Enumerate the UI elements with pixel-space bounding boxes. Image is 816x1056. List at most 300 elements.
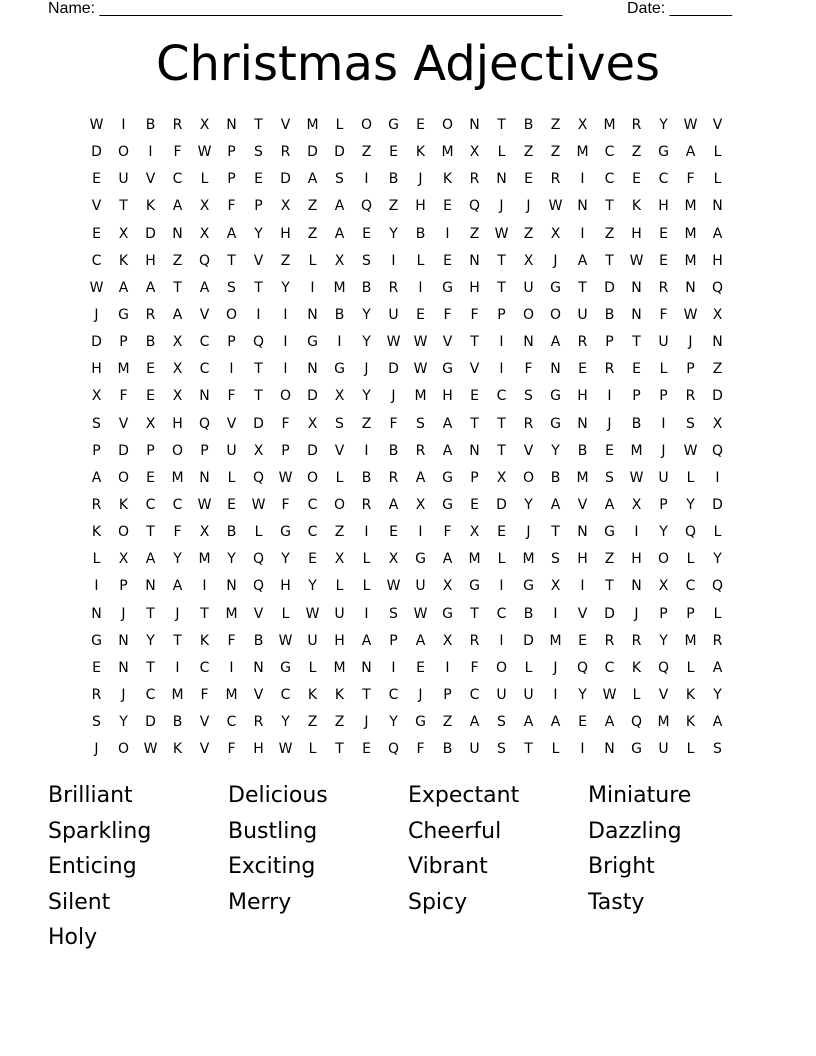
grid-letter: E: [146, 469, 155, 486]
grid-letter: Z: [280, 252, 291, 269]
grid-letter: T: [497, 117, 506, 133]
grid-letter: T: [551, 524, 560, 541]
grid-letter: R: [685, 388, 696, 405]
grid-letter: G: [631, 741, 642, 758]
grid-letter: B: [145, 334, 156, 351]
grid-letter: A: [172, 578, 183, 595]
grid-letter: T: [497, 415, 506, 432]
grid-letter: X: [199, 225, 210, 242]
grid-letter: Y: [659, 117, 668, 133]
grid-letter: Q: [468, 198, 481, 215]
grid-letter: J: [553, 252, 558, 269]
grid-letter: S: [92, 714, 101, 731]
grid-letter: D: [712, 496, 723, 513]
grid-letter: B: [334, 306, 345, 323]
grid-letter: D: [118, 442, 129, 459]
grid-letter: G: [307, 334, 318, 351]
grid-letter: A: [334, 198, 345, 215]
grid-letter: A: [172, 198, 183, 215]
grid-letter: X: [172, 388, 183, 405]
grid-letter: N: [550, 361, 561, 378]
grid-letter: L: [686, 741, 695, 758]
grid-letter: V: [442, 334, 453, 351]
grid-letter: L: [686, 551, 695, 568]
grid-letter: K: [685, 686, 696, 703]
grid-letter: E: [578, 632, 587, 649]
grid-letter: I: [364, 524, 369, 541]
grid-letter: A: [415, 469, 426, 486]
grid-letter: T: [200, 605, 209, 622]
grid-letter: F: [389, 415, 398, 432]
grid-letter: N: [631, 578, 642, 595]
grid-letter: U: [388, 306, 399, 323]
grid-letter: K: [415, 144, 426, 161]
grid-letter: J: [121, 605, 126, 622]
grid-letter: U: [658, 334, 669, 351]
word-list: [48, 778, 768, 956]
grid-letter: D: [604, 605, 615, 622]
grid-letter: E: [632, 361, 641, 378]
grid-letter: F: [443, 524, 452, 541]
grid-letter: L: [497, 551, 506, 568]
grid-letter: E: [659, 225, 668, 242]
grid-letter: T: [578, 279, 587, 296]
grid-letter: E: [254, 171, 263, 188]
grid-letter: Y: [254, 225, 263, 242]
grid-letter: B: [361, 279, 372, 296]
grid-letter: A: [199, 279, 210, 296]
grid-letter: V: [577, 605, 588, 622]
grid-letter: Y: [281, 714, 290, 731]
grid-letter: Y: [578, 686, 587, 703]
grid-letter: O: [495, 659, 508, 676]
grid-letter: U: [523, 279, 534, 296]
grid-letter: J: [121, 686, 126, 703]
grid-letter: P: [119, 334, 128, 351]
grid-letter: C: [685, 578, 696, 595]
grid-letter: M: [684, 252, 697, 269]
grid-letter: B: [550, 469, 561, 486]
grid-letter: X: [442, 578, 453, 595]
grid-letter: A: [577, 252, 588, 269]
grid-letter: I: [418, 524, 423, 541]
grid-letter: Z: [307, 714, 318, 731]
grid-letter: G: [469, 578, 480, 595]
grid-letter: G: [523, 578, 534, 595]
grid-letter: B: [388, 171, 399, 188]
grid-letter: E: [92, 171, 101, 188]
grid-letter: A: [118, 279, 129, 296]
grid-letter: L: [281, 605, 290, 622]
grid-letter: E: [227, 496, 236, 513]
grid-letter: D: [388, 361, 399, 378]
grid-letter: K: [334, 686, 345, 703]
grid-letter: S: [389, 605, 398, 622]
grid-letter: O: [306, 469, 319, 486]
grid-letter: E: [578, 361, 587, 378]
grid-letter: A: [334, 225, 345, 242]
grid-letter: P: [146, 442, 155, 459]
grid-letter: M: [522, 551, 535, 568]
grid-letter: I: [499, 578, 504, 595]
grid-letter: C: [604, 144, 615, 161]
grid-letter: V: [199, 306, 210, 323]
grid-letter: J: [499, 198, 504, 215]
grid-letter: C: [280, 686, 291, 703]
grid-letter: F: [227, 388, 236, 405]
grid-letter: D: [253, 415, 264, 432]
grid-letter: R: [91, 496, 102, 513]
grid-letter: N: [631, 306, 642, 323]
grid-letter: I: [229, 361, 234, 378]
grid-letter: T: [119, 198, 128, 215]
grid-letter: M: [414, 388, 427, 405]
grid-letter: A: [226, 225, 237, 242]
grid-letter: A: [145, 279, 156, 296]
grid-letter: Q: [657, 659, 670, 676]
grid-letter: X: [415, 496, 426, 513]
grid-letter: M: [171, 469, 184, 486]
grid-letter: Y: [119, 714, 128, 731]
grid-letter: F: [416, 741, 425, 758]
grid-letter: Z: [550, 144, 561, 161]
grid-letter: G: [334, 361, 345, 378]
grid-letter: D: [712, 388, 723, 405]
grid-letter: F: [686, 171, 695, 188]
grid-letter: X: [118, 551, 129, 568]
grid-letter: Q: [252, 334, 265, 351]
grid-letter: D: [523, 632, 534, 649]
grid-letter: D: [91, 334, 102, 351]
grid-letter: E: [416, 659, 425, 676]
grid-letter: S: [605, 469, 614, 486]
grid-letter: W: [494, 225, 509, 242]
grid-letter: P: [92, 442, 101, 459]
grid-letter: K: [685, 714, 696, 731]
grid-letter: T: [227, 252, 236, 269]
grid-letter: M: [225, 686, 238, 703]
grid-letter: N: [199, 388, 210, 405]
grid-letter: U: [658, 469, 669, 486]
grid-letter: I: [580, 171, 585, 188]
grid-letter: G: [118, 306, 129, 323]
grid-letter: P: [659, 605, 668, 622]
word-list-item: Spicy: [408, 889, 468, 915]
grid-letter: Z: [712, 361, 723, 378]
grid-letter: X: [118, 225, 129, 242]
grid-letter: N: [604, 741, 615, 758]
grid-letter: T: [470, 605, 479, 622]
grid-letter: H: [280, 578, 291, 595]
grid-letter: U: [415, 578, 426, 595]
grid-letter: P: [200, 442, 209, 459]
grid-letter: I: [283, 334, 288, 351]
grid-letter: A: [145, 551, 156, 568]
grid-letter: X: [172, 334, 183, 351]
grid-letter: N: [469, 442, 480, 459]
grid-letter: H: [442, 388, 453, 405]
grid-letter: X: [523, 252, 534, 269]
word-list-item: Silent: [48, 889, 111, 915]
grid-letter: W: [683, 117, 698, 133]
grid-letter: M: [576, 469, 589, 486]
grid-letter: Q: [360, 198, 373, 215]
grid-letter: Y: [308, 578, 317, 595]
grid-letter: I: [364, 171, 369, 188]
grid-letter: E: [92, 659, 101, 676]
grid-letter: G: [658, 144, 669, 161]
grid-letter: X: [496, 469, 507, 486]
grid-letter: M: [684, 198, 697, 215]
grid-letter: H: [91, 361, 102, 378]
word-list-item: Tasty: [588, 889, 645, 915]
grid-letter: E: [497, 524, 506, 541]
grid-letter: R: [604, 361, 615, 378]
grid-letter: O: [657, 551, 670, 568]
grid-letter: I: [94, 578, 99, 595]
grid-letter: J: [418, 686, 423, 703]
grid-letter: L: [335, 117, 344, 133]
grid-letter: F: [119, 388, 128, 405]
grid-letter: I: [499, 334, 504, 351]
grid-letter: W: [602, 686, 617, 703]
grid-letter: C: [91, 252, 102, 269]
grid-letter: N: [199, 469, 210, 486]
grid-letter: N: [685, 279, 696, 296]
grid-letter: W: [629, 469, 644, 486]
grid-letter: Y: [281, 551, 290, 568]
grid-letter: G: [442, 279, 453, 296]
grid-letter: L: [254, 524, 263, 541]
grid-letter: X: [631, 496, 642, 513]
grid-letter: V: [253, 686, 264, 703]
grid-letter: W: [278, 469, 293, 486]
grid-letter: Y: [659, 524, 668, 541]
grid-letter: J: [418, 171, 423, 188]
grid-letter: L: [632, 686, 641, 703]
grid-letter: R: [604, 632, 615, 649]
grid-letter: I: [202, 578, 207, 595]
grid-letter: L: [416, 252, 425, 269]
grid-letter: Z: [307, 225, 318, 242]
grid-letter: I: [121, 117, 126, 133]
grid-letter: N: [226, 117, 237, 133]
grid-letter: A: [604, 714, 615, 731]
grid-letter: M: [576, 144, 589, 161]
grid-letter: A: [469, 714, 480, 731]
grid-letter: Y: [713, 551, 722, 568]
grid-letter: H: [631, 551, 642, 568]
grid-letter: W: [683, 306, 698, 323]
grid-letter: I: [391, 659, 396, 676]
grid-letter: Q: [630, 714, 643, 731]
grid-letter: R: [388, 279, 399, 296]
grid-letter: E: [146, 388, 155, 405]
grid-letter: X: [469, 144, 480, 161]
grid-letter: P: [227, 171, 236, 188]
grid-letter: N: [631, 279, 642, 296]
grid-letter: T: [254, 117, 263, 133]
grid-letter: O: [522, 469, 535, 486]
grid-letter: S: [686, 415, 695, 432]
grid-letter: U: [523, 686, 534, 703]
grid-letter: K: [118, 252, 129, 269]
grid-letter: I: [229, 659, 234, 676]
grid-letter: W: [386, 334, 401, 351]
word-list-item: Delicious: [228, 783, 328, 808]
grid-letter: O: [522, 306, 535, 323]
grid-letter: P: [497, 306, 506, 323]
word-list-item: Holy: [48, 925, 98, 951]
grid-letter: N: [307, 361, 318, 378]
grid-letter: C: [145, 686, 156, 703]
grid-letter: D: [145, 225, 156, 242]
grid-letter: I: [310, 279, 315, 296]
grid-letter: X: [199, 524, 210, 541]
grid-letter: R: [469, 171, 480, 188]
grid-letter: F: [281, 415, 290, 432]
grid-letter: Y: [524, 496, 533, 513]
grid-letter: A: [523, 714, 534, 731]
grid-letter: S: [416, 415, 425, 432]
grid-letter: T: [146, 605, 155, 622]
grid-letter: K: [631, 198, 642, 215]
grid-letter: R: [631, 117, 642, 133]
word-list-item: Expectant: [408, 783, 520, 808]
grid-letter: C: [604, 171, 615, 188]
grid-letter: X: [550, 225, 561, 242]
word-list-item: Vibrant: [408, 854, 488, 880]
grid-letter: T: [497, 442, 506, 459]
grid-letter: V: [199, 714, 210, 731]
grid-letter: I: [148, 144, 153, 161]
grid-letter: G: [415, 551, 426, 568]
grid-letter: H: [334, 632, 345, 649]
grid-letter: M: [225, 605, 238, 622]
grid-letter: O: [117, 469, 130, 486]
grid-letter: Q: [684, 524, 697, 541]
grid-letter: J: [391, 388, 396, 405]
grid-letter: T: [524, 741, 533, 758]
grid-letter: K: [118, 496, 129, 513]
grid-letter: A: [712, 225, 723, 242]
word-list-item: Dazzling: [588, 818, 682, 844]
grid-letter: M: [441, 144, 454, 161]
grid-letter: I: [553, 686, 558, 703]
grid-letter: L: [713, 524, 722, 541]
grid-letter: X: [577, 117, 588, 133]
grid-letter: T: [362, 686, 371, 703]
grid-letter: E: [146, 361, 155, 378]
grid-letter: R: [577, 334, 588, 351]
grid-letter: A: [307, 171, 318, 188]
grid-letter: W: [413, 361, 428, 378]
grid-letter: L: [686, 469, 695, 486]
grid-letter: I: [283, 306, 288, 323]
grid-letter: U: [226, 442, 237, 459]
grid-letter: N: [469, 117, 480, 133]
grid-letter: M: [657, 714, 670, 731]
grid-letter: S: [335, 171, 344, 188]
grid-letter: E: [92, 225, 101, 242]
grid-letter: R: [523, 415, 534, 432]
grid-letter: O: [171, 442, 184, 459]
grid-letter: W: [197, 496, 212, 513]
grid-letter: S: [92, 415, 101, 432]
grid-letter: V: [199, 741, 210, 758]
grid-letter: Z: [361, 415, 372, 432]
word-list-item: Bright: [588, 854, 655, 880]
grid-letter: X: [550, 578, 561, 595]
grid-letter: K: [442, 171, 453, 188]
grid-letter: U: [118, 171, 129, 188]
grid-letter: L: [713, 171, 722, 188]
grid-letter: D: [280, 171, 291, 188]
grid-letter: W: [629, 252, 644, 269]
grid-letter: A: [712, 714, 723, 731]
name-field: Name: ____________________________________________________: [48, 0, 563, 17]
grid-letter: L: [308, 741, 317, 758]
grid-letter: F: [524, 361, 533, 378]
grid-letter: P: [227, 144, 236, 161]
date-field: Date: _______: [627, 0, 732, 17]
grid-letter: T: [146, 524, 155, 541]
grid-letter: B: [226, 524, 237, 541]
grid-letter: A: [712, 659, 723, 676]
grid-letter: N: [172, 225, 183, 242]
grid-letter: N: [307, 306, 318, 323]
grid-letter: V: [523, 442, 534, 459]
grid-letter: T: [146, 659, 155, 676]
grid-letter: F: [281, 496, 290, 513]
grid-letter: I: [580, 225, 585, 242]
grid-letter: W: [278, 741, 293, 758]
grid-letter: Z: [172, 252, 183, 269]
grid-letter: Y: [173, 551, 182, 568]
grid-letter: X: [91, 388, 102, 405]
grid-letter: Z: [631, 144, 642, 161]
grid-letter: N: [712, 198, 723, 215]
grid-letter: D: [496, 496, 507, 513]
word-list-item: Enticing: [48, 854, 137, 880]
grid-letter: K: [172, 741, 183, 758]
grid-letter: O: [441, 117, 454, 133]
grid-letter: G: [91, 632, 102, 649]
grid-letter: H: [415, 198, 426, 215]
grid-letter: O: [117, 524, 130, 541]
grid-letter: E: [416, 117, 425, 133]
grid-letter: I: [580, 578, 585, 595]
grid-letter: L: [92, 551, 101, 568]
grid-letter: O: [225, 306, 238, 323]
grid-letter: I: [499, 632, 504, 649]
grid-letter: N: [361, 659, 372, 676]
grid-letter: T: [605, 252, 614, 269]
grid-letter: Q: [252, 551, 265, 568]
grid-letter: Q: [252, 469, 265, 486]
grid-letter: G: [388, 117, 399, 133]
grid-letter: G: [442, 361, 453, 378]
grid-letter: O: [117, 741, 130, 758]
grid-letter: M: [684, 632, 697, 649]
grid-letter: G: [280, 659, 291, 676]
grid-letter: N: [523, 334, 534, 351]
grid-letter: E: [389, 144, 398, 161]
grid-letter: L: [308, 252, 317, 269]
grid-letter: V: [712, 117, 723, 133]
grid-letter: P: [686, 605, 695, 622]
grid-letter: E: [416, 306, 425, 323]
